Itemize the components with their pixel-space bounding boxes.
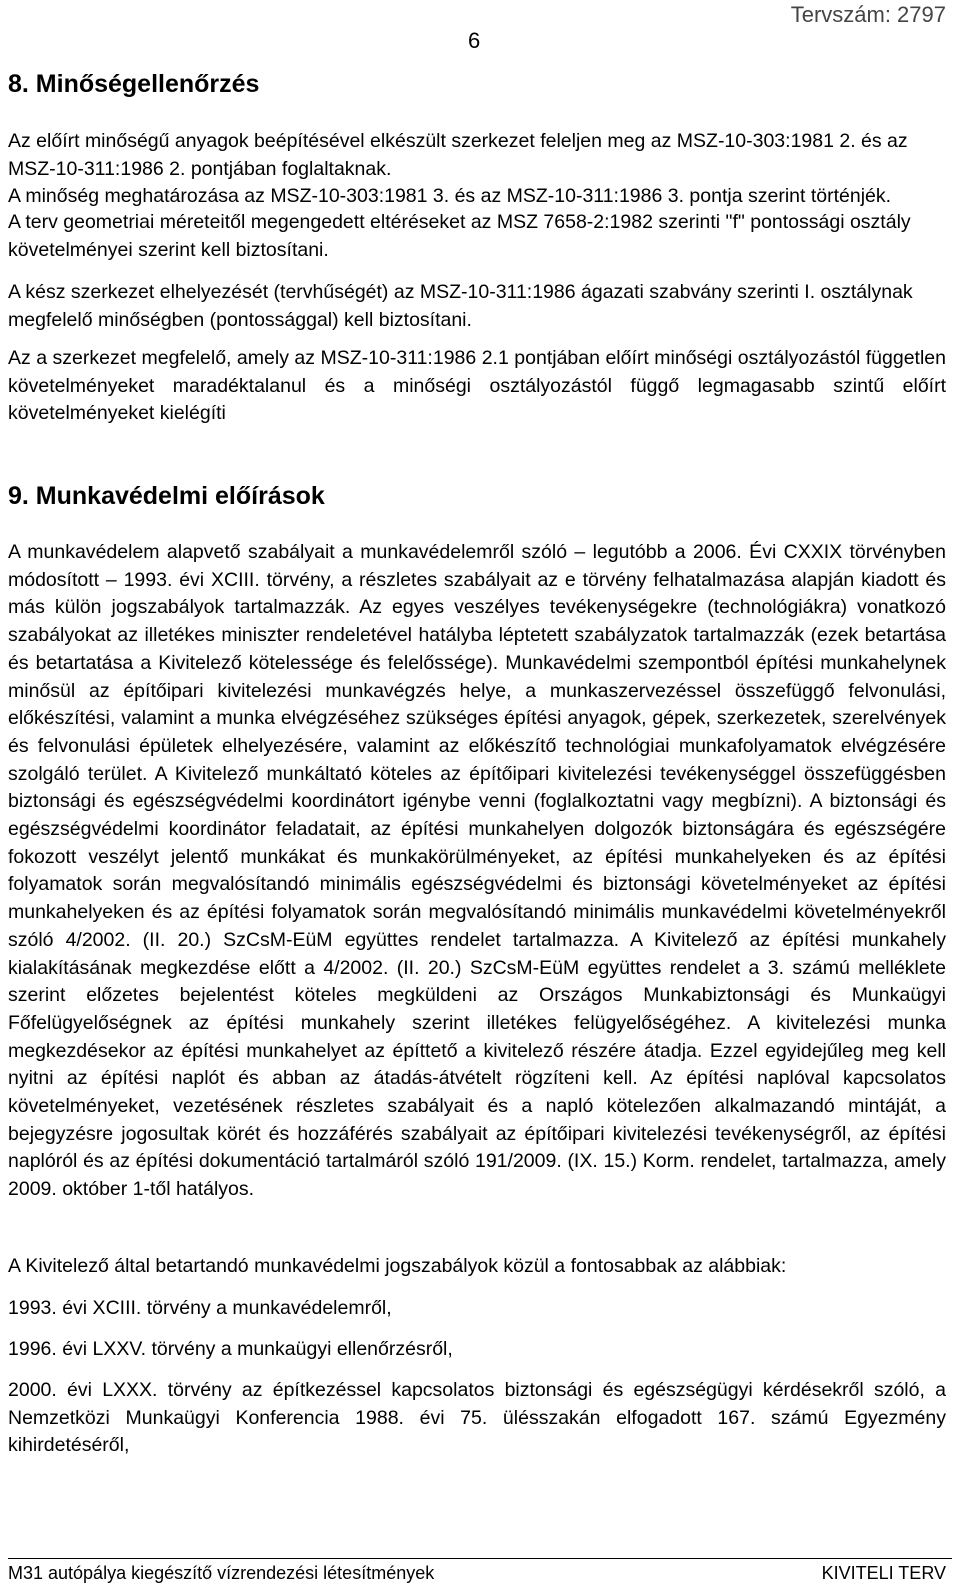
section-9-paragraph-1: A munkavédelem alapvető szabályait a munkavédelemről szóló – legutóbb a 2006. Évi CXXIX törvényben módosított – 1993. évi XCIII. törvény, a részletes szabályait az e törvény felhatalmazása alapján kiadott és más külön jogszabályok tartalmazzák. Az egyes veszélyes tevékenységekre (technológiákra) vonatkozó szabályokat az illetékes miniszter rendeletével hatályba léptetett szabályzatok tartalmazzák (ezek betartása és betartatása a Kivitelező kötelessége és felelőssége). Munkavédelmi szempontból építési munkahelynek minősül az építőipari kivitelezési munkavégzés helye, a munkaszervezéssel összefüggő felvonulási, előkészítési, valamint a munka elvégzéséhez szükséges építési anyagok, gépek, szerkezetek, szerelvények és felvonulási épületek elhelyezésére, valamint az előkészítő technológiai munkafolyamatok elvégzésére szolgáló terület. A Kivitelező munkáltató köteles az építőipari kivitelezési tevékenységgel összefüggésben biztonsági és egészségvédelmi koordinátort igénybe venni (foglalkoztatni vagy megbízni). A biztonsági és egészségvédelmi koordinátor feladatait, az építési munkahelyen dolgozók biztonságára és egészségére fokozott veszélyt jelentő munkákat és munkakörülményeket, az építési munkahelyeken és az építési folyamatok során megvalósítandó minimális egészségvédelmi és biztonsági követelményeket az építési munkahelyeken és az építési folyamatok során megvalósítandó minimális munkavédelmi követelményekről szóló 4/2002. (II. 20.) SzCsM-EüM együttes rendelet tartalmazza. A Kivitelező az építési munkahely kialakításának megkezdése előtt a 4/2002. (II. 20.) SzCsM-EüM együttes rendelet a 3. számú melléklete szerint előzetes bejelentést köteles megküldeni az Országos Munkabiztonsági és Munkaügyi Főfelügyelőségnek az építési munkahely szerint illetékes felügyelőségéhez. A kivitelezési munka megkezdésekor az építési munkahelyet az építtető a kivitelező részére átadja. Ezzel egyidejűleg meg kell nyitni az építési naplót és abban az átadás-átvételt rögzíteni kell. Az építési naplóval kapcsolatos követelményeket, vezetésének részletes szabályait és a napló kötelezően alkalmazandó mintáját, a bejegyzésre jogosultak körét és hozzáférés szabályait az építőipari kivitelezési tevékenységről, az építési naplóról és az építési dokumentáció tartalmáról szóló 191/2009. (IX. 15.) Korm. rendelet, tartalmazza, amely 2009. október 1-től hatályos. bbox=[8, 541, 946, 1201]
section-8-paragraph-1: Az előírt minőségű anyagok beépítésével elkészült szerkezet feleljen meg az MSZ-10-303:1981 2. és az MSZ-10-311:1986 2. pontjában foglaltaknak. bbox=[8, 130, 908, 180]
footer-project-title: M31 autópálya kiegészítő vízrendezési létesítmények bbox=[8, 1563, 435, 1583]
section-9-law-1: 1993. évi XCIII. törvény a munkavédelemről, bbox=[8, 1297, 392, 1319]
section-8-title: 8. Minőségellenőrzés bbox=[8, 70, 260, 98]
section-8-paragraph-4: A kész szerkezet elhelyezését (tervhűségét) az MSZ-10-311:1986 ágazati szabvány szerinti I. osztálynak megfelelő minőségben (pontossággal) kell biztosítani. bbox=[8, 281, 913, 331]
section-9-law-2: 1996. évi LXXV. törvény a munkaügyi ellenőrzésről, bbox=[8, 1338, 453, 1360]
plan-number: Tervszám: 2797 bbox=[790, 2, 946, 27]
section-8-paragraph-5: Az a szerkezet megfelelő, amely az MSZ-10-311:1986 2.1 pontjában előírt minőségi osztályozástól független követelményeket maradéktalanul és a minőségi osztályozástól függő legmagasabb szintű előírt követelményeket kielégíti bbox=[8, 347, 946, 425]
section-9-law-3: 2000. évi LXXX. törvény az építkezéssel kapcsolatos biztonsági és egészségügyi kérdésekről szóló, a Nemzetközi Munkaügyi Konferencia 1988. évi 75. ülésszakán elfogadott 167. számú Egyezmény kihirdetéséről, bbox=[8, 1379, 946, 1457]
section-9-title: 9. Munkavédelmi előírások bbox=[8, 482, 325, 510]
page-number: 6 bbox=[468, 28, 481, 53]
section-8-paragraph-2: A minőség meghatározása az MSZ-10-303:1981 3. és az MSZ-10-311:1986 3. pontja szerint történjék. bbox=[8, 185, 892, 207]
footer-plan-type: KIVITELI TERV bbox=[821, 1563, 946, 1583]
section-9-paragraph-2: A Kivitelező által betartandó munkavédelmi jogszabályok közül a fontosabbak az alábbiak: bbox=[8, 1255, 787, 1277]
section-8-paragraph-3: A terv geometriai méreteitől megengedett eltéréseket az MSZ 7658-2:1982 szerinti "f" pontossági osztály követelményei szerint kell biztosítani. bbox=[8, 211, 911, 261]
footer-divider bbox=[8, 1558, 952, 1559]
